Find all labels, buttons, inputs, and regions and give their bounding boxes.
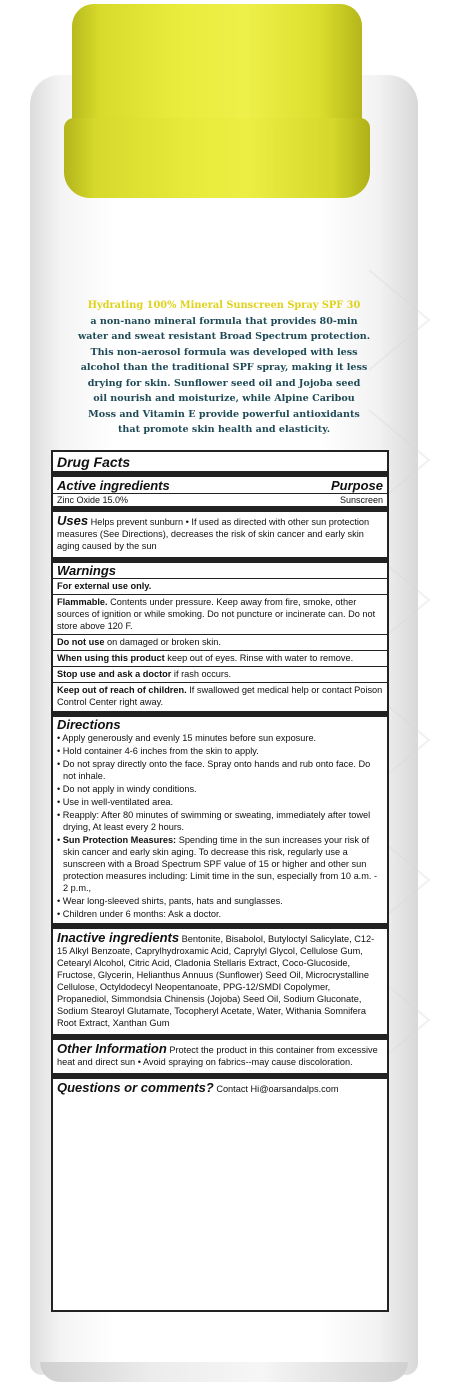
description-line: a non-nano mineral formula that provides 80-min: [90, 315, 358, 327]
description-line: drying for skin. Sunflower seed oil and Jojoba seed: [87, 377, 361, 389]
inactive-ingredients-section: [57, 929, 383, 1033]
description-line: This non-aerosol formula was developed with less: [90, 346, 358, 358]
list-item: • Do not spray directly onto the face. Spray onto hands and rub onto face. Do not inhale.: [57, 758, 383, 782]
description-line: alcohol than the traditional SPF spray, making it less: [80, 362, 368, 373]
warning-flammable-text: Contents under pressure. Keep away from fire, smoke, other sources of ignition or while smoking. Do not puncture or incinerate can. Do not store above 120 F.: [57, 597, 376, 631]
warning-do-not-use-label: Do not use: [57, 637, 105, 647]
other-information-text: Protect the product in this container from excessive heat and direct sun • Avoid spraying on fabrics--may cause discoloration.: [57, 1045, 378, 1067]
active-ingredient-name: Zinc Oxide 15.0%: [57, 495, 129, 505]
warning-keep-out-text: If swallowed get medical help or contact Poison Control Center right away.: [57, 685, 383, 707]
active-ingredient-row: [57, 495, 383, 505]
warning-keep-out: [53, 683, 387, 710]
list-item: • Do not apply in windy conditions.: [57, 783, 383, 795]
list-item: • Use in well-ventilated area.: [57, 796, 383, 808]
warning-flammable-label: Flammable.: [57, 597, 108, 607]
description-line: water and sweat resistant Broad Spectrum protection.: [77, 331, 371, 342]
questions-label: Questions or comments?: [57, 1080, 214, 1095]
warning-external-text: For external use only.: [57, 581, 152, 591]
directions-list: [57, 732, 383, 920]
warning-stop-use-text: if rash occurs.: [173, 669, 232, 679]
warning-when-using-text: keep out of eyes. Rinse with water to remove.: [167, 653, 354, 663]
bottle-cap-rim: [64, 118, 370, 198]
other-information-label: Other Information: [57, 1041, 167, 1056]
warning-flammable: [53, 595, 387, 635]
list-item: • Children under 6 months: Ask a doctor.: [57, 908, 383, 920]
active-ingredient-purpose: Sunscreen: [339, 495, 383, 505]
uses-section: [57, 512, 383, 556]
warning-do-not-use-text: on damaged or broken skin.: [107, 637, 221, 647]
warning-when-using: [53, 651, 387, 667]
product-headline: Hydrating 100% Mineral Sunscreen Spray SPF 30: [87, 300, 361, 311]
uses-label: Uses: [57, 513, 89, 528]
description-line: oil nourish and moisturize, while Alpine Caribou: [93, 393, 355, 404]
warnings-label: Warnings: [57, 563, 116, 578]
list-item: • Apply generously and evenly 15 minutes before sun exposure.: [57, 732, 383, 744]
drug-facts-panel: [51, 450, 389, 1312]
warning-stop-use-label: Stop use and ask a doctor: [57, 669, 172, 679]
list-item: • Wear long-sleeved shirts, pants, hats and sunglasses.: [57, 895, 383, 907]
warning-keep-out-label: Keep out of reach of children.: [57, 685, 187, 695]
other-information-section: [57, 1040, 383, 1072]
active-ingredients-header: [57, 478, 383, 493]
list-item: • Hold container 4-6 inches from the skin to apply.: [57, 745, 383, 757]
list-item: [57, 834, 383, 894]
uses-text: Helps prevent sunburn • If used as directed with other sun protection measures (See Directions), decreases the risk of skin cancer and early skin aging caused by the sun: [57, 517, 370, 551]
description-line: that promote skin health and elasticity.: [117, 424, 331, 435]
warning-when-using-label: When using this product: [57, 653, 165, 663]
warning-external: [53, 579, 387, 595]
list-item: • Reapply: After 80 minutes of swimming or sweating, immediately after towel drying, At least every 2 hours.: [57, 809, 383, 833]
sun-protection-text: Spending time in the sun increases your risk of skin cancer and early skin aging. To decrease this risk, regularly use a sunscreen with a Broad Spectrum SPF value of 15 or higher and other sun protection measures including: Limit time in the sun, especially from 10 a.m. - 2 p.m.,: [63, 835, 378, 893]
questions-contact: Contact Hi@oarsandalps.com: [216, 1084, 339, 1094]
inactive-ingredients-text: Bentonite, Bisabolol, Butyloctyl Salicylate, C12-15 Alkyl Benzoate, Caprylhydroxamic Acid, Caprylyl Glycol, Cellulose Gum, Cetearyl Alcohol, Citric Acid, Cladonia Stellaris Extract, Coco-Glucoside, Fructose, Glycerin, Helianthus Annuus (Sunflower) Seed Oil, Microcrystalline Cellulose, Octyldodecyl Neopentanoate, PPG-12/SMDI Copolymer, Propanediol, Simmondsia Chinensis (Jojoba) Seed Oil, Sodium Gluconate, Sodium Stearoyl Glutamate, Tocopheryl Acetate, Water, Withania Somnifera Root Extract, Xanthan Gum: [57, 934, 375, 1028]
questions-section: [57, 1079, 383, 1099]
bottle-base: [40, 1362, 408, 1382]
sun-protection-label: Sun Protection Measures:: [62, 835, 177, 845]
warning-stop-use: [53, 667, 387, 683]
description-line: Moss and Vitamin E provide powerful antioxidants: [88, 408, 360, 420]
product-description: [32, 298, 416, 438]
warning-do-not-use: [53, 635, 387, 651]
purpose-label: Purpose: [330, 478, 383, 493]
active-ingredients-label: Active ingredients: [57, 478, 170, 493]
inactive-ingredients-label: Inactive ingredients: [57, 930, 180, 945]
drug-facts-title: Drug Facts: [57, 454, 131, 470]
directions-label: Directions: [57, 717, 121, 732]
